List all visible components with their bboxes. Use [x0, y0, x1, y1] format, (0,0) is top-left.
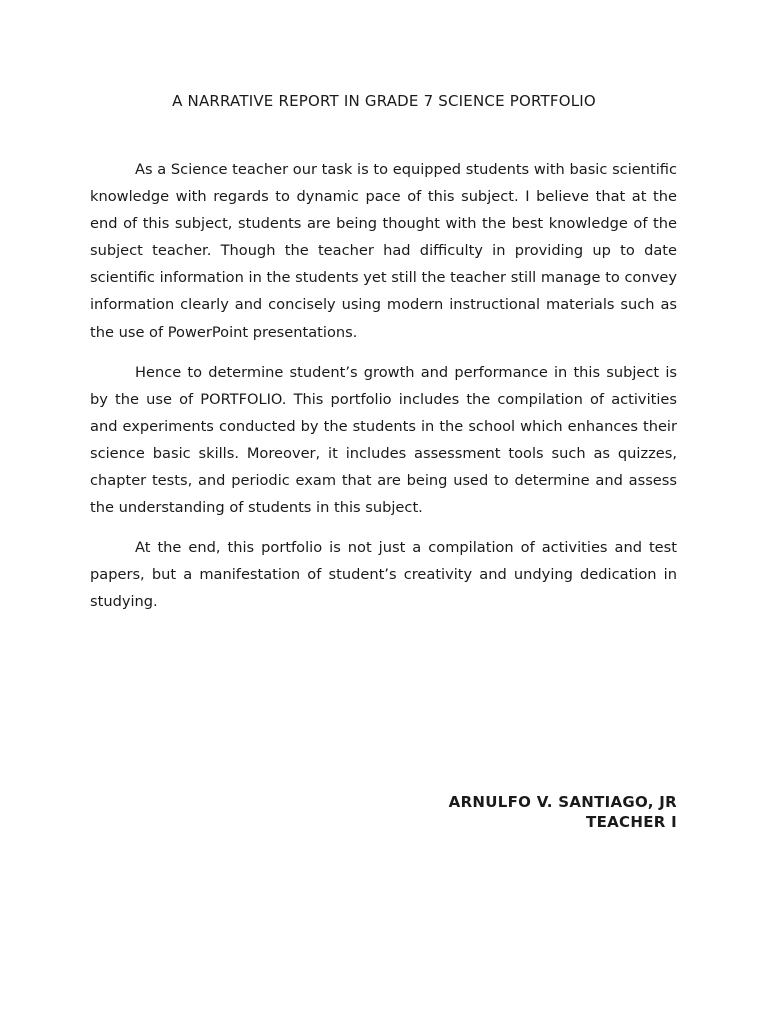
signature-block: [449, 792, 677, 832]
document-body: [90, 156, 677, 629]
signatory-position: TEACHER I: [586, 813, 677, 831]
paragraph-3: At the end, this portfolio is not just a compilation of activities and test papers, but a manifestation of student’s creativity and undying dedication in studying.: [90, 539, 677, 611]
document-title: A NARRATIVE REPORT IN GRADE 7 SCIENCE PORTFOLIO: [172, 92, 596, 110]
paragraph-2: Hence to determine student’s growth and performance in this subject is by the use of PORTFOLIO. This portfolio includes the compilation of activities and experiments conducted by the students in the school which enhances their science basic skills. Moreover, it includes assessment tools such as quizzes, chapter tests, and periodic exam that are being used to determine and assess the understanding of students in this subject.: [90, 363, 677, 517]
signatory-name: ARNULFO V. SANTIAGO, JR: [448, 793, 677, 811]
paragraph-1: As a Science teacher our task is to equipped students with basic scientific knowledge with regards to dynamic pace of this subject. I believe that at the end of this subject, students are being thought with the best knowledge of the subject teacher. Though the teacher had difficulty in providing up to date scientific information in the students yet still the teacher still manage to convey information clearly and concisely using modern instructional materials such as the use of PowerPoint presentations.: [90, 161, 677, 341]
